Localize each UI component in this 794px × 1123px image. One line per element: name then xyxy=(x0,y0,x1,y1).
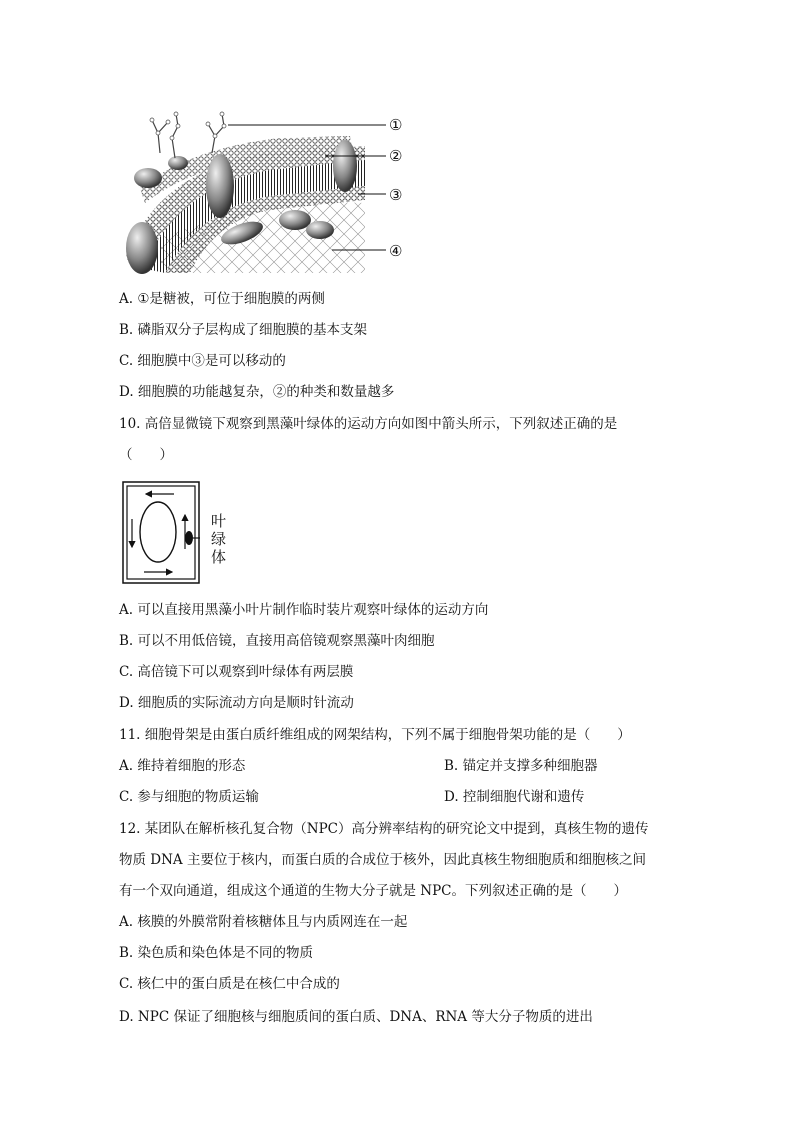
q10-option-c: C. 高倍镜下可以观察到叶绿体有两层膜 xyxy=(119,664,354,680)
q10-option-b: B. 可以不用低倍镜，直接用高倍镜观察黑藻叶肉细胞 xyxy=(119,633,435,649)
q12-stem-line-1: 12. 某团队在解析核孔复合物（NPC）高分辨率结构的研究论文中提到，真核生物的遗传 xyxy=(119,821,649,837)
q9-option-a: A. ①是糖被，可位于细胞膜的两侧 xyxy=(119,291,325,307)
q11-option-b: B. 锚定并支撑多种细胞器 xyxy=(444,758,598,774)
q11-option-a: A. 维持着细胞的形态 xyxy=(119,758,246,774)
q12-option-d: D. NPC 保证了细胞核与细胞质间的蛋白质、DNA、RNA 等大分子物质的进出 xyxy=(119,1009,593,1025)
cell-diagram xyxy=(122,481,200,584)
q12-stem-line-3: 有一个双向通道，组成这个通道的生物大分子就是 NPC。下列叙述正确的是（ ） xyxy=(119,883,628,899)
membrane-diagram xyxy=(120,108,420,276)
q12-option-c: C. 核仁中的蛋白质是在核仁中合成的 xyxy=(119,976,340,992)
chloroplast-label-3: 体 xyxy=(211,548,227,566)
q9-option-d: D. 细胞膜的功能越复杂，②的种类和数量越多 xyxy=(119,384,395,400)
membrane-figure xyxy=(120,108,420,276)
q12-stem-line-2: 物质 DNA 主要位于核内，而蛋白质的合成位于核外，因此真核生物细胞质和细胞核之间 xyxy=(119,852,646,868)
chloroplast-label-1: 叶 xyxy=(211,512,227,530)
q9-option-b: B. 磷脂双分子层构成了细胞膜的基本支架 xyxy=(119,322,368,338)
q12-option-b: B. 染色质和染色体是不同的物质 xyxy=(119,945,314,961)
q10-option-a: A. 可以直接用黑藻小叶片制作临时装片观察叶绿体的运动方向 xyxy=(119,602,489,618)
q9-option-c: C. 细胞膜中③是可以移动的 xyxy=(119,353,286,369)
q11-option-d: D. 控制细胞代谢和遗传 xyxy=(444,789,585,805)
chloroplast-label-2: 绿 xyxy=(211,530,227,548)
membrane-label-1: ① xyxy=(389,116,403,134)
q11-option-c: C. 参与细胞的物质运输 xyxy=(119,789,259,805)
membrane-label-2: ② xyxy=(389,147,403,165)
membrane-label-3: ③ xyxy=(389,186,403,204)
q11-stem: 11. 细胞骨架是由蛋白质纤维组成的网架结构，下列不属于细胞骨架功能的是（ ） xyxy=(119,727,631,743)
cell-figure xyxy=(122,481,200,584)
q10-stem-paren: （ ） xyxy=(119,447,173,463)
q10-option-d: D. 细胞质的实际流动方向是顺时针流动 xyxy=(119,695,354,711)
q10-stem: 10. 高倍显微镜下观察到黑藻叶绿体的运动方向如图中箭头所示，下列叙述正确的是 xyxy=(119,416,618,432)
membrane-label-4: ④ xyxy=(389,242,403,260)
q12-option-a: A. 核膜的外膜常附着核糖体且与内质网连在一起 xyxy=(119,914,408,930)
